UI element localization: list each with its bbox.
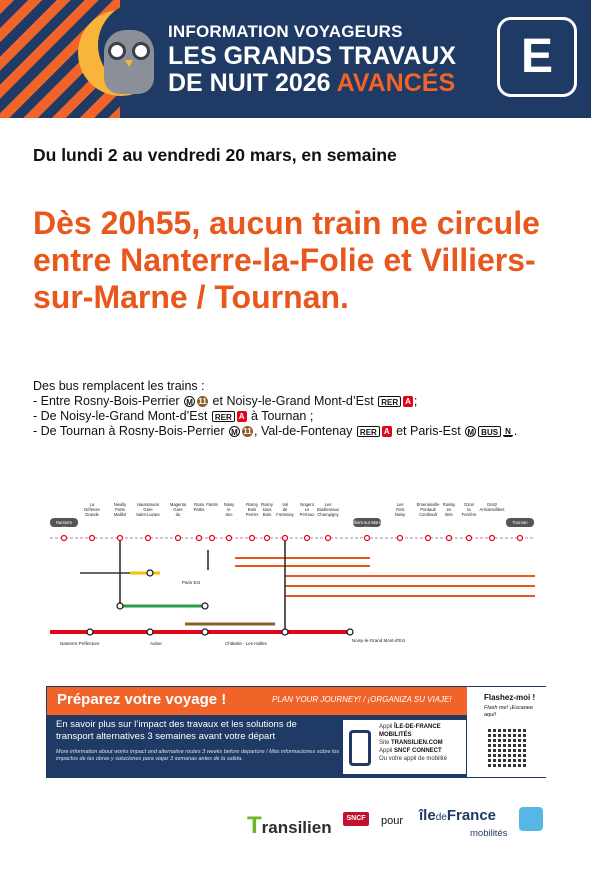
transilien-logo (247, 812, 332, 840)
idf-logo-text (419, 807, 496, 824)
station-label: Tournan (512, 520, 528, 525)
station-label: Pantin (206, 502, 218, 507)
station-label: Neuilly Porte Maillot (113, 502, 127, 517)
station-label: Emerainville Pontault Combault (416, 502, 440, 517)
lower-station-label: Auber (150, 641, 163, 646)
station-dot (347, 629, 353, 635)
banner-subtitle: PLAN YOUR JOURNEY! / ¡ORGANIZA SU VIAJE! (272, 695, 452, 704)
lower-station-label: Paris Est (182, 580, 201, 585)
flash-section (468, 687, 546, 777)
transilien-word: ransilien (261, 818, 332, 837)
line-e-badge: E (497, 17, 577, 97)
dot: . (513, 424, 518, 438)
app-line-1-b: ÎLE-DE-FRANCE MOBILITÉS (379, 724, 441, 738)
app-line-3-a: Appli (379, 748, 393, 754)
app-box (342, 719, 467, 775)
app-lines (379, 723, 466, 763)
bus-item-3-b: , Val-de-Fontenay (254, 424, 353, 438)
rer-icon: RER (212, 411, 235, 422)
date-range: Du lundi 2 au vendredi 20 mars, en semaine (33, 145, 397, 165)
station-dot (202, 603, 208, 609)
station-closed-icon (283, 536, 288, 541)
phone-icon (349, 730, 371, 766)
station-closed-icon (176, 536, 181, 541)
station-label: Ozoir la Ferrière (461, 502, 477, 517)
rer-icon: RER (357, 426, 380, 437)
transilien-t: T (247, 812, 262, 839)
station-label: Les Boullereaux Champigny (316, 502, 340, 517)
station-label: Rosny sous Bois (261, 502, 273, 517)
bus-item-3-c: et Paris-Est (396, 424, 461, 438)
station-label: Noisy le Sec (223, 502, 235, 517)
station-label: Rosny Bois Perrier (245, 502, 259, 517)
station-label: Villiers-sur-Marne Le Plessis-Trévise (350, 520, 384, 535)
metro-icon: M (184, 396, 195, 407)
station-closed-icon (146, 536, 151, 541)
station-closed-icon (467, 536, 472, 541)
flash-title: Flashez-moi ! (484, 693, 536, 702)
idf-logo-icon (519, 807, 543, 831)
banner-top (47, 687, 467, 715)
lower-station-label: Châtelet - Les Halles (225, 641, 267, 646)
semi: ; (413, 394, 418, 408)
app-line-1 (379, 723, 466, 739)
app-line-1-a: Appli (379, 724, 393, 730)
station-dot (202, 629, 208, 635)
idf-de: de (435, 812, 447, 823)
station-label: Gretz Armainvilliers (479, 502, 505, 512)
station-dot (282, 629, 288, 635)
journey-banner (46, 686, 546, 778)
station-label: Roissy en Brie (442, 502, 456, 517)
station-closed-icon (250, 536, 255, 541)
header-line3-a: DE NUIT 2026 (168, 69, 331, 97)
metro-icon: M (465, 426, 476, 437)
bus-intro: Des bus remplacent les trains : (33, 379, 205, 393)
bus-item-1-a: - Entre Rosny-Bois-Perrier (33, 394, 180, 408)
bus-item-2-b: à Tournan ; (251, 409, 314, 423)
qr-code[interactable] (486, 727, 526, 767)
bus-icon: BUS (478, 426, 501, 437)
metro-11-icon: 11 (198, 397, 207, 407)
station-closed-icon (305, 536, 310, 541)
metro-icon: M (229, 426, 240, 437)
bus-item-3-a: - De Tournan à Rosny-Bois-Perrier (33, 424, 225, 438)
bus-item-2 (33, 409, 517, 424)
station-closed-icon (197, 536, 202, 541)
app-line-3-b: SNCF CONNECT (394, 748, 442, 754)
header-line2: LES GRANDS TRAVAUX (168, 42, 456, 70)
banner-text: En savoir plus sur l’impact des travaux et les solutions de transport alternatives 3 semaines avant votre départ (56, 719, 297, 742)
bus-item-3 (33, 424, 517, 439)
bus-item-1 (33, 394, 517, 409)
bus-item-2-a: - De Noisy-le-Grand Mont-d’Est (33, 409, 208, 423)
pour-text: pour (381, 815, 404, 827)
metro-11-icon: 11 (243, 427, 252, 437)
rer-a-icon: A (405, 397, 411, 407)
station-label: Les Yvris Noisy (394, 502, 406, 517)
owl-beak (125, 60, 133, 67)
map-stations (50, 502, 534, 541)
station-label: Nogent Le Perreux (299, 502, 315, 517)
flash-subtitle: Flash me! ¡Escanee aquí! (484, 705, 533, 718)
banner-title: Préparez votre voyage ! (57, 691, 227, 708)
station-closed-icon (447, 536, 452, 541)
bus-item-1-b: et Noisy-le-Grand Mont-d’Est (212, 394, 374, 408)
header-title (168, 22, 456, 96)
sncf-logo: SNCF (343, 812, 369, 826)
station-closed-icon (62, 536, 67, 541)
station-label: Rosa Parks (193, 502, 205, 512)
banner-small-text: More information about works impact and alternative routes 3 weeks before departure / Más informaciones sobre los impactos de las obras y soluciones para viajar 3 semanas antes de la salida. (56, 749, 340, 762)
station-dot (117, 603, 123, 609)
rer-a-icon: A (238, 412, 245, 422)
lower-station-label: Nanterre Préfecture (60, 641, 100, 646)
rer-a-icon: A (383, 427, 390, 437)
header-line3 (168, 71, 456, 96)
header-line3-b: AVANCÉS (336, 69, 456, 97)
station-label: Magenta Gare du (169, 502, 187, 517)
station-closed-icon (227, 536, 232, 541)
station-label: Val de Fontenay (276, 502, 294, 517)
app-line-2-a: Site (379, 740, 390, 746)
station-dot (87, 629, 93, 635)
idf-france: France (446, 807, 497, 824)
station-closed-icon (365, 536, 370, 541)
station-dot (147, 570, 153, 576)
station-closed-icon (265, 536, 270, 541)
station-closed-icon (326, 536, 331, 541)
station-closed-icon (90, 536, 95, 541)
idf-mobilites: mobilités (470, 828, 508, 839)
owl-eye-left (108, 42, 126, 60)
station-closed-icon (426, 536, 431, 541)
line-map (30, 500, 560, 660)
station-label: La Défense Grande (84, 502, 100, 517)
noctilien-icon: N (505, 427, 511, 437)
station-closed-icon (118, 536, 123, 541)
station-closed-icon (398, 536, 403, 541)
lower-station-label: Noisy-le-Grand Mont-d'Est (352, 638, 405, 643)
station-label: Nanterre La Folie (55, 520, 73, 535)
station-label: Haussmann Gare Saint-Lazare (136, 502, 160, 517)
headline: Dès 20h55, aucun train ne circule entre Nanterre-la-Folie et Villiers-sur-Marne / Tournan. (33, 205, 540, 315)
owl-eye-right (132, 42, 150, 60)
app-line-4: Ou votre appli de mobilité (379, 756, 448, 762)
owl-icon (104, 30, 154, 94)
app-line-2 (379, 739, 466, 747)
app-line-3 (379, 747, 466, 755)
idf-ile: île (419, 807, 436, 824)
app-line-2-b: TRANSILIEN.COM (391, 740, 443, 746)
station-closed-icon (518, 536, 523, 541)
station-dot (147, 629, 153, 635)
header-line1: INFORMATION VOYAGEURS (168, 22, 403, 41)
map-lines (50, 538, 535, 632)
bus-list (33, 394, 517, 439)
header-banner (0, 0, 591, 118)
rer-icon: RER (378, 396, 401, 407)
map-lower-labels (60, 570, 406, 646)
station-closed-icon (490, 536, 495, 541)
station-closed-icon (210, 536, 215, 541)
